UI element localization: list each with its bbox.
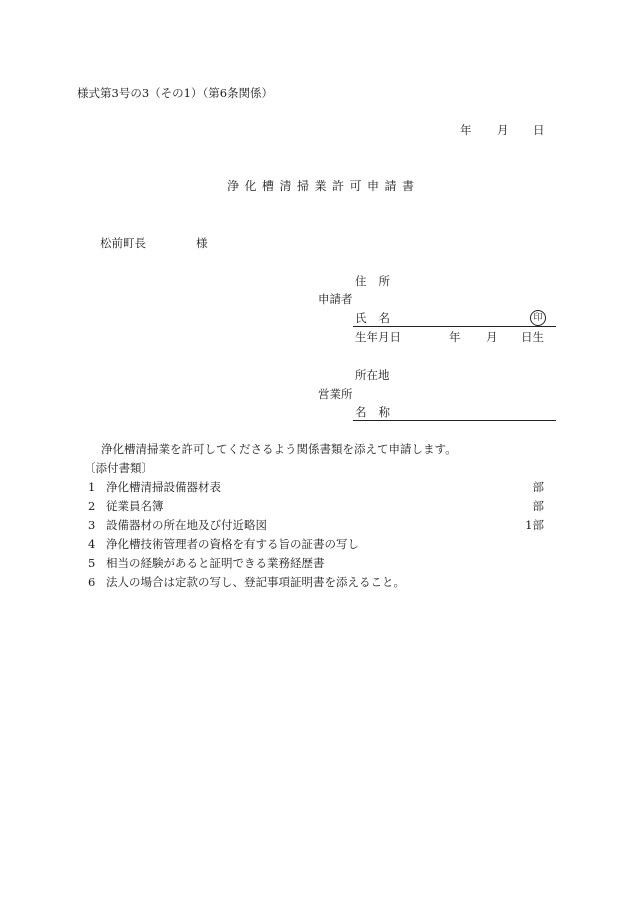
document-title: 浄化槽清掃業許可申請書 bbox=[227, 179, 420, 193]
attachment-text: 法人の場合は定款の写し、登記事項証明書を添えること。 bbox=[106, 575, 405, 589]
applicant-address-label: 住所 bbox=[355, 274, 402, 288]
attachment-text: 従業員名簿 bbox=[106, 499, 164, 513]
application-statement: 浄化槽清掃業を許可してくださるよう関係書類を添えて申請します。 bbox=[101, 442, 457, 456]
attachment-item bbox=[88, 499, 548, 513]
attachment-item bbox=[88, 556, 548, 570]
dob-month-label: 月 bbox=[486, 330, 498, 344]
applicant-name-underline bbox=[353, 326, 556, 327]
attachments-heading: 〔添付書類〕 bbox=[84, 461, 153, 475]
addressee-honorific: 様 bbox=[196, 236, 208, 250]
office-location-label: 所在地 bbox=[355, 368, 390, 382]
attachment-text: 浄化槽技術管理者の資格を有する旨の証書の写し bbox=[106, 537, 359, 551]
dob-year-label: 年 bbox=[449, 330, 461, 344]
attachment-number: 5 bbox=[88, 556, 96, 570]
office-group-label: 営業所 bbox=[318, 387, 353, 401]
applicant-name-label: 氏名 bbox=[355, 311, 402, 325]
seal-mark: 印 bbox=[530, 310, 546, 326]
attachment-quantity: 部 bbox=[532, 480, 544, 494]
dob-day-label: 日生 bbox=[521, 330, 544, 344]
addressee-name: 松前町長 bbox=[100, 236, 146, 250]
attachment-quantity: 部 bbox=[532, 499, 544, 513]
attachment-number: 6 bbox=[88, 575, 96, 589]
attachment-text: 浄化槽清掃設備器材表 bbox=[106, 480, 221, 494]
attachment-number: 2 bbox=[88, 499, 96, 513]
attachment-item bbox=[88, 480, 548, 494]
attachment-number: 1 bbox=[88, 480, 96, 494]
attachment-quantity: 1部 bbox=[525, 518, 544, 532]
attachment-text: 相当の経験があると証明できる業務経歴書 bbox=[106, 556, 325, 570]
attachment-item bbox=[88, 575, 548, 589]
attachment-number: 4 bbox=[88, 537, 96, 551]
form-number: 様式第3号の3（その1）（第6条関係） bbox=[77, 86, 274, 100]
applicant-dob-label: 生年月日 bbox=[355, 330, 401, 344]
attachment-item bbox=[88, 537, 548, 551]
applicant-group-label: 申請者 bbox=[318, 292, 353, 306]
attachment-item bbox=[88, 518, 548, 532]
office-name-label: 名称 bbox=[355, 405, 402, 419]
date-day-label: 日 bbox=[533, 123, 545, 137]
attachment-number: 3 bbox=[88, 518, 96, 532]
date-year-label: 年 bbox=[460, 123, 472, 137]
date-month-label: 月 bbox=[497, 123, 509, 137]
office-name-underline bbox=[353, 420, 556, 421]
attachment-text: 設備器材の所在地及び付近略図 bbox=[106, 518, 267, 532]
